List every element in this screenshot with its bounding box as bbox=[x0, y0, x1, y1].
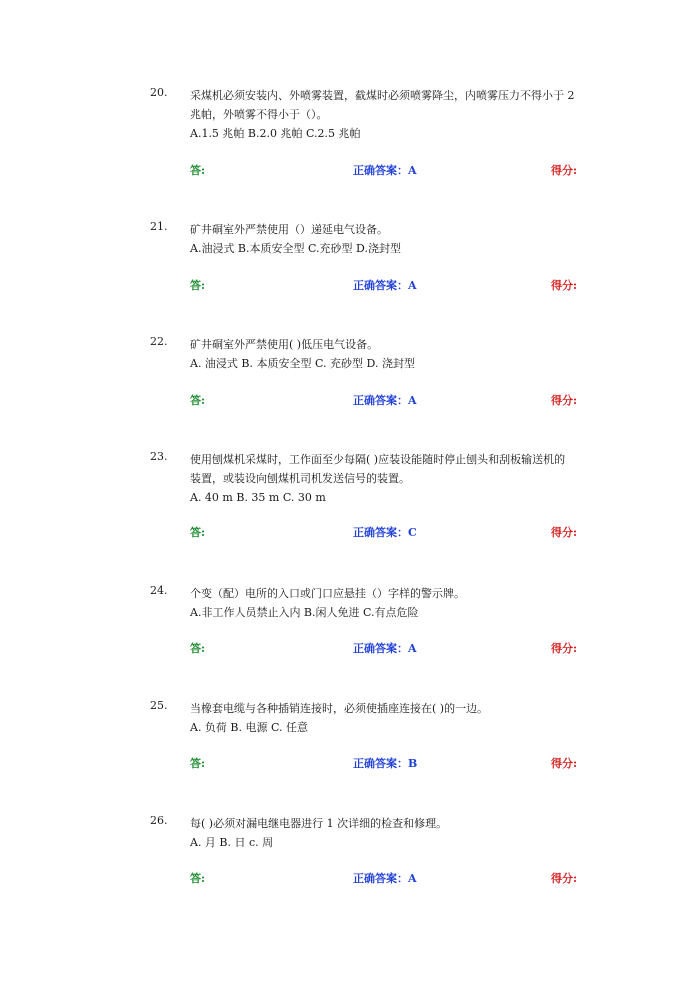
correct-answer: 正确答案：B bbox=[353, 757, 418, 770]
question-options: A. 40 m B. 35 m C. 30 m bbox=[190, 491, 326, 504]
answer-label: 答: bbox=[190, 757, 206, 770]
answer-row bbox=[190, 524, 590, 540]
correct-answer-value: A bbox=[408, 394, 417, 407]
correct-answer-value: A bbox=[408, 872, 417, 885]
question-text bbox=[190, 699, 610, 737]
correct-answer-value: A bbox=[408, 642, 417, 655]
question-number: 20. bbox=[150, 86, 168, 99]
correct-answer: 正确答案：A bbox=[353, 279, 417, 292]
answer-label: 答: bbox=[190, 642, 206, 655]
answer-row bbox=[190, 755, 590, 771]
score-label: 得分: bbox=[551, 526, 578, 539]
question-text bbox=[190, 584, 610, 622]
score-label: 得分: bbox=[551, 394, 578, 407]
question-line: 兆帕，外喷雾不得小于（）。 bbox=[190, 108, 328, 121]
question-number: 26. bbox=[150, 814, 168, 827]
question-line: 矿井硐室外严禁使用( )低压电气设备。 bbox=[190, 338, 379, 351]
answer-label: 答: bbox=[190, 394, 206, 407]
question-options: A.1.5 兆帕 B.2.0 兆帕 C.2.5 兆帕 bbox=[190, 127, 361, 140]
question-options: A.非工作人员禁止入内 B.闲人免进 C.有点危险 bbox=[190, 606, 419, 619]
question-line: 装置，或装设向刨煤机司机发送信号的装置。 bbox=[190, 472, 410, 485]
score-label: 得分: bbox=[551, 642, 578, 655]
question-line: 每( )必须对漏电继电器进行 1 次详细的检查和修理。 bbox=[190, 817, 448, 830]
correct-answer: 正确答案：A bbox=[353, 394, 417, 407]
question-line: 采煤机必须安装内、外喷雾装置，截煤时必须喷雾降尘，内喷雾压力不得小于 2 bbox=[190, 89, 575, 102]
question-number: 21. bbox=[150, 220, 168, 233]
question-line: 当橡套电缆与各种插销连接时，必须使插座连接在( )的一边。 bbox=[190, 702, 489, 715]
correct-answer-value: B bbox=[408, 757, 418, 770]
score-label: 得分: bbox=[551, 279, 578, 292]
question-number: 25. bbox=[150, 699, 168, 712]
question-line: 使用刨煤机采煤时，工作面至少每隔( )应装设能随时停止刨头和刮板输送机的 bbox=[190, 453, 566, 466]
correct-answer: 正确答案：A bbox=[353, 164, 417, 177]
correct-answer-value: C bbox=[408, 526, 417, 539]
question-text bbox=[190, 335, 610, 373]
correct-answer-value: A bbox=[408, 164, 417, 177]
correct-answer-value: A bbox=[408, 279, 417, 292]
score-label: 得分: bbox=[551, 757, 578, 770]
answer-label: 答: bbox=[190, 526, 206, 539]
question-text bbox=[190, 86, 610, 143]
score-label: 得分: bbox=[551, 164, 578, 177]
answer-label: 答: bbox=[190, 164, 206, 177]
answer-row bbox=[190, 277, 590, 293]
question-line: 矿井硐室外严禁使用（）递延电气设备。 bbox=[190, 223, 388, 236]
answer-label: 答: bbox=[190, 872, 206, 885]
answer-row bbox=[190, 162, 590, 178]
question-text bbox=[190, 450, 610, 507]
answer-row bbox=[190, 392, 590, 408]
question-options: A. 月 B. 日 c. 周 bbox=[190, 836, 274, 849]
question-text bbox=[190, 814, 610, 852]
question-options: A. 油浸式 B. 本质安全型 C. 充砂型 D. 浇封型 bbox=[190, 357, 415, 370]
score-label: 得分: bbox=[551, 872, 578, 885]
correct-answer: 正确答案：C bbox=[353, 526, 417, 539]
answer-label: 答: bbox=[190, 279, 206, 292]
correct-answer: 正确答案：A bbox=[353, 642, 417, 655]
question-number: 22. bbox=[150, 335, 168, 348]
question-number: 24. bbox=[150, 584, 168, 597]
question-number: 23. bbox=[150, 450, 168, 463]
answer-row bbox=[190, 870, 590, 886]
answer-row bbox=[190, 640, 590, 656]
question-text bbox=[190, 220, 610, 258]
question-line: 个变（配）电所的入口或门口应悬挂（）字样的警示牌。 bbox=[190, 587, 465, 600]
correct-answer: 正确答案：A bbox=[353, 872, 417, 885]
question-options: A.油浸式 B.本质安全型 C.充砂型 D.浇封型 bbox=[190, 242, 401, 255]
question-options: A. 负荷 B. 电源 C. 任意 bbox=[190, 721, 309, 734]
